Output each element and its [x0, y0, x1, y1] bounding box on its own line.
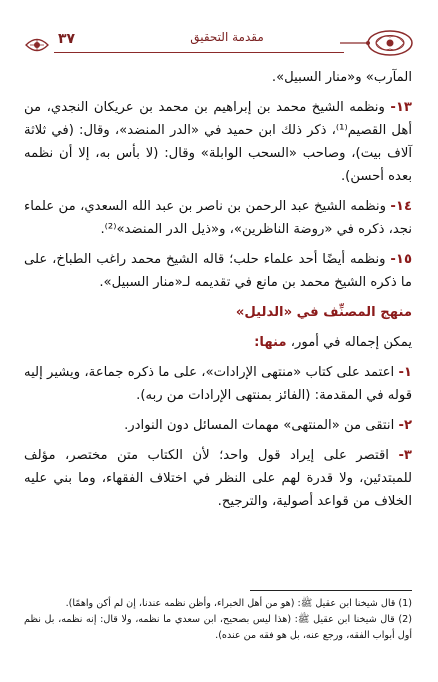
list-item	[24, 361, 412, 407]
footnote-rule	[250, 590, 412, 591]
item-number: ١-	[398, 365, 412, 380]
footnote: (1) قال شيخنا ابن عقيل ﷺ: (هو من أهل الخبراء، وأظن نظمه عندنا، إن لم أكن واهمًا).	[65, 598, 412, 609]
item-text: اعتمد على كتاب «منتهى الإرادات»، على ما ذكره جماعة، ويشير إليه قوله في المقدمة: (الفائز بمنتهى الإرادات من ربه).	[24, 365, 412, 403]
intro-paragraph: يمكن إجماله في أمور، منها:	[254, 335, 412, 350]
main-text	[24, 66, 412, 520]
header-rule	[54, 52, 344, 53]
floral-ornament-icon	[338, 28, 416, 58]
list-item	[24, 96, 412, 188]
footnotes	[24, 596, 412, 644]
item-text: اقتصر على إيراد قول واحد؛ لأن الكتاب متن مختصر، مؤلف للمبتدئين، ولا قدرة لهم على النظر في اختلاف الفقهاء، وما بني عليه الخلاف من قواعد أصولية، والترجيح.	[24, 448, 412, 509]
item-number: ١٤-	[390, 199, 412, 214]
item-number: ٣-	[398, 448, 412, 463]
running-title: مقدمة التحقيق	[190, 30, 264, 44]
footnote: (2) قال شيخنا ابن عقيل ﷺ: (هذا ليس بصحيح، ابن سعدي ما نظمه، ولا قال: إنه نظمه، بل نظم أول أبواب الفقه، ورجع عنه، بل هو فقه من عنده).	[24, 614, 412, 641]
page-header	[22, 28, 416, 62]
item-number: ٢-	[398, 418, 412, 433]
corner-ornament-icon	[22, 34, 52, 56]
list-item	[24, 414, 412, 437]
section-heading: منهج المصنِّف في «الدليل»	[235, 305, 412, 320]
list-item	[24, 444, 412, 513]
item-text: ونظمه أيضًا أحد علماء حلب؛ قاله الشيخ محمد راغب الطباخ، على ما ذكره الشيخ محمد بن مانع في تقديمه لـ«منار السبيل».	[24, 252, 412, 290]
item-number: ١٣-	[390, 100, 412, 115]
list-item	[24, 195, 412, 241]
item-number: ١٥-	[390, 252, 412, 267]
page-number: ٣٧	[58, 31, 76, 47]
list-item	[24, 248, 412, 294]
item-text: انتقى من «المنتهى» مهمات المسائل دون النوادر.	[124, 418, 395, 433]
item-text: ونظمه الشيخ عبد الرحمن بن ناصر بن عبد الله السعدي، من علماء نجد، ذكره في «روضة الناظرين»، و«ذيل الدر المنضد»⁽²⁾.	[24, 199, 412, 237]
paragraph: المآرب» و«منار السبيل».	[271, 70, 412, 85]
keyword: منها:	[254, 335, 287, 350]
item-text: ونظمه الشيخ محمد بن إبراهيم بن محمد بن عريكان النجدي، من أهل القصيم⁽¹⁾، ذكر ذلك ابن حميد في «الدر المنضد»، وقال: (في ثلاثة آلاف بيت)، وصاحب «السحب الوابلة» وقال: (لا بأس به، إلا أن نظمه بعده أحسن).	[24, 100, 412, 184]
